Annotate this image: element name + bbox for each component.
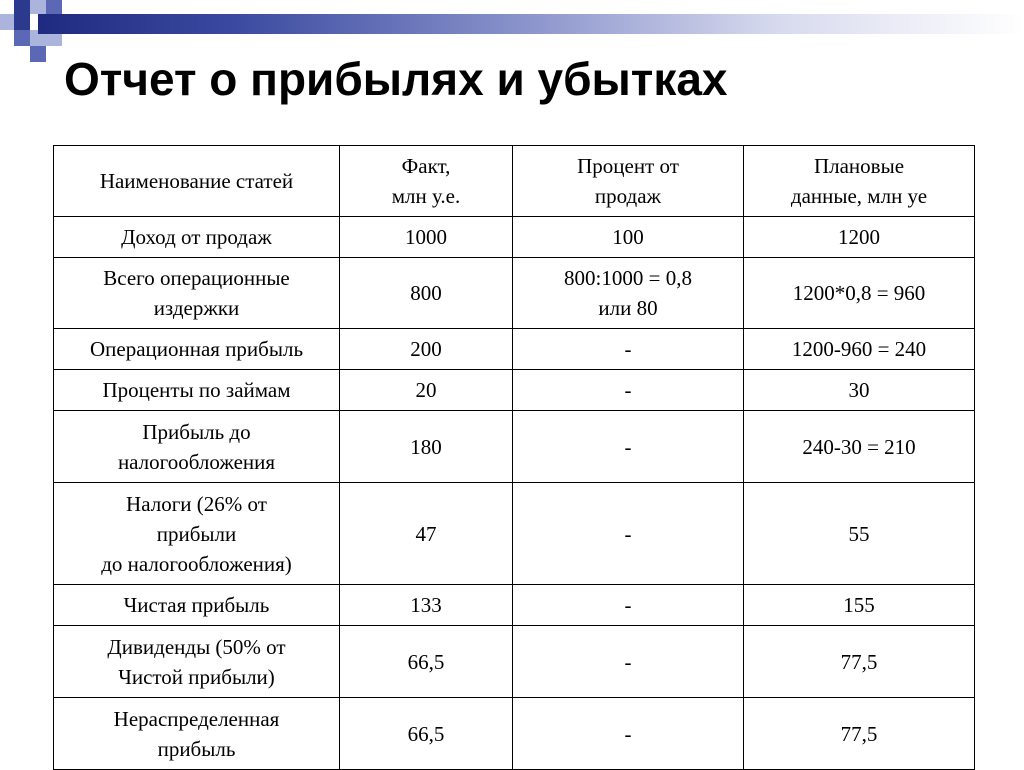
cell-fact: 133 <box>340 585 513 626</box>
cell-plan: 77,5 <box>744 698 975 770</box>
cell-fact: 66,5 <box>340 626 513 698</box>
cell-fact: 1000 <box>340 217 513 258</box>
cell-item: Доход от продаж <box>54 217 340 258</box>
deco-square <box>14 0 30 14</box>
header-plan: Плановые данные, млн уе <box>744 146 975 217</box>
cell-plan: 55 <box>744 483 975 585</box>
cell-plan: 30 <box>744 370 975 411</box>
report-table <box>53 145 975 770</box>
table-row <box>54 698 975 770</box>
table-row <box>54 329 975 370</box>
cell-percent: - <box>513 483 744 585</box>
cell-fact: 47 <box>340 483 513 585</box>
table-row <box>54 370 975 411</box>
table-row <box>54 258 975 329</box>
cell-item: Прибыль до налогообложения <box>54 411 340 483</box>
cell-item: Налоги (26% от прибыли до налогообложения) <box>54 483 340 585</box>
table-row <box>54 626 975 698</box>
deco-square <box>46 0 62 14</box>
cell-fact: 20 <box>340 370 513 411</box>
deco-square <box>0 14 14 30</box>
cell-percent: - <box>513 329 744 370</box>
cell-fact: 180 <box>340 411 513 483</box>
table-row <box>54 483 975 585</box>
cell-percent: - <box>513 698 744 770</box>
cell-item: Проценты по займам <box>54 370 340 411</box>
cell-plan: 1200-960 = 240 <box>744 329 975 370</box>
deco-square <box>30 0 46 14</box>
cell-percent: - <box>513 411 744 483</box>
cell-percent: - <box>513 585 744 626</box>
cell-percent: - <box>513 626 744 698</box>
header-percent: Процент от продаж <box>513 146 744 217</box>
cell-item: Чистая прибыль <box>54 585 340 626</box>
cell-item: Нераспределенная прибыль <box>54 698 340 770</box>
cell-fact: 200 <box>340 329 513 370</box>
cell-item: Всего операционные издержки <box>54 258 340 329</box>
cell-item: Дивиденды (50% от Чистой прибыли) <box>54 626 340 698</box>
cell-percent: 100 <box>513 217 744 258</box>
cell-percent: 800:1000 = 0,8 или 80 <box>513 258 744 329</box>
cell-plan: 77,5 <box>744 626 975 698</box>
table-row <box>54 217 975 258</box>
cell-item: Операционная прибыль <box>54 329 340 370</box>
table-header-row <box>54 146 975 217</box>
page-title: Отчет о прибылях и убытках <box>64 53 728 105</box>
cell-plan: 1200 <box>744 217 975 258</box>
deco-square <box>14 30 30 46</box>
cell-percent: - <box>513 370 744 411</box>
deco-square <box>30 46 46 62</box>
table-row <box>54 585 975 626</box>
table-row <box>54 411 975 483</box>
cell-fact: 800 <box>340 258 513 329</box>
deco-square <box>14 14 30 30</box>
cell-plan: 155 <box>744 585 975 626</box>
header-fact: Факт, млн у.е. <box>340 146 513 217</box>
cell-plan: 1200*0,8 = 960 <box>744 258 975 329</box>
header-gradient-bar <box>38 14 1024 34</box>
cell-fact: 66,5 <box>340 698 513 770</box>
cell-plan: 240-30 = 210 <box>744 411 975 483</box>
header-item: Наименование статей <box>54 146 340 217</box>
